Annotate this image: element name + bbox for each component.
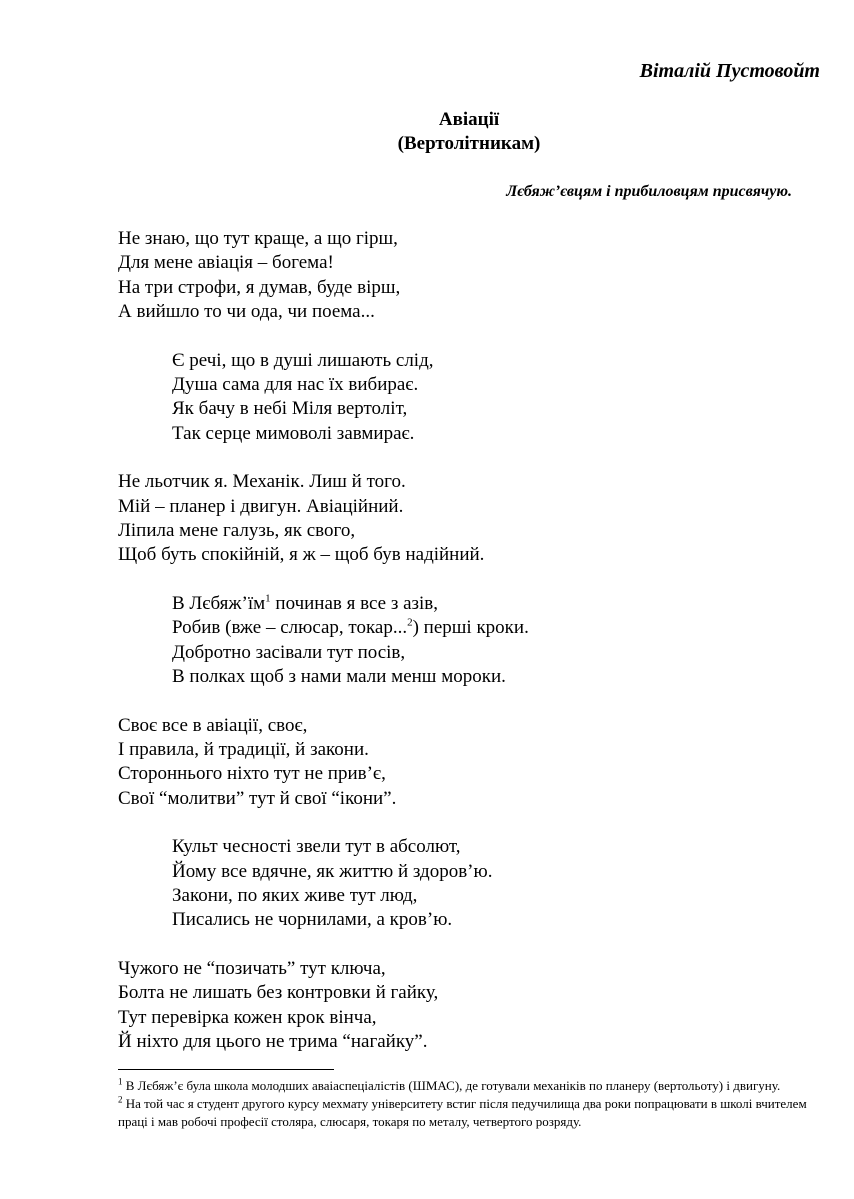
stanza-1: [118, 227, 818, 325]
poem-line: Болта не лишать без контровки й гайку,: [118, 982, 439, 1004]
footnote-1: [118, 1077, 830, 1095]
poem-line: Чужого не “позичать” тут ключа,: [118, 957, 386, 979]
poem-line: Ліпила мене галузь, як свого,: [118, 520, 356, 542]
stanza-3: [118, 470, 818, 568]
poem-line: Закони, по яких живе тут люд,: [172, 884, 418, 906]
stanza-7: [118, 957, 818, 1055]
poem-line: Є речі, що в душі лишають слід,: [172, 349, 434, 371]
title-subtitle: (Вертолітникам): [397, 133, 541, 154]
stanza-6: [118, 835, 818, 933]
line-text: ) перші кроки.: [412, 617, 529, 639]
poem-line: Свої “молитви” тут й свої “ікони”.: [118, 787, 397, 809]
poem-line: Як бачу в небі Міля вертоліт,: [172, 398, 408, 420]
poem-line: Своє все в авіації, своє,: [118, 714, 308, 736]
line-text: починав я все з азів,: [270, 592, 439, 614]
poem-line: Й ніхто для цього не трима “нагайку”.: [118, 1030, 428, 1052]
poem-line: Стороннього ніхто тут не прив’є,: [118, 763, 386, 785]
poem-body: [118, 227, 818, 1078]
poem-line: Йому все вдячне, як життю й здоров’ю.: [172, 860, 493, 882]
poem-line: Не знаю, що тут краще, а що гірш,: [118, 228, 398, 249]
poem-line: [172, 592, 818, 616]
footnote-text: На той час я студент другого курсу мехмату університету встиг після педучилища два роки попрацювати в школі вчителем праці і мав робочі професії столяра, слюсаря, токаря по металу, четвертого розряду.: [118, 1096, 807, 1129]
poem-line: В полках щоб з нами мали менш мороки.: [172, 666, 506, 688]
footnote-ref-2: 2: [407, 616, 413, 629]
footnote-2: [118, 1095, 830, 1131]
poem-title: [0, 108, 854, 156]
footnote-mark: 2: [118, 1094, 123, 1105]
footnote-ref-1: 1: [265, 592, 271, 605]
poem-line: Культ чесності звели тут в абсолют,: [172, 836, 461, 858]
poem-line: Добротно засівали тут посів,: [172, 641, 406, 663]
poem-line: Не льотчик я. Механік. Лиш й того.: [118, 471, 406, 493]
title-main: Авіації: [438, 109, 500, 130]
poem-line: [172, 616, 818, 640]
line-text: Робив (вже – слюсар, токар...: [172, 617, 408, 639]
line-text: В Лєбяж’їм: [172, 592, 266, 614]
poem-line: Так серце мимоволі завмирає.: [172, 422, 415, 444]
poem-line: Душа сама для нас їх вибирає.: [172, 374, 419, 396]
footnote-text: В Лєбяж’є була школа молодших аваіаспеціалістів (ШМАС), де готували механіків по планеру (вертольоту) і двигуну.: [122, 1078, 781, 1093]
poem-line: Для мене авіація – богема!: [118, 252, 334, 274]
dedication: Лєбяж’євцям і прибиловцям присвячую.: [506, 183, 792, 200]
poem-line: А вийшло то чи ода, чи поема...: [118, 301, 375, 323]
stanza-2: [118, 349, 818, 447]
footnote-mark: 1: [118, 1076, 123, 1087]
poem-line: Мій – планер і двигун. Авіаційний.: [118, 495, 404, 517]
poem-line: Писались не чорнилами, а кров’ю.: [172, 909, 453, 931]
footnote-separator: [118, 1069, 334, 1070]
poem-line: Щоб буть спокійній, я ж – щоб був надійний.: [118, 544, 485, 566]
stanza-5: [118, 714, 818, 812]
author-name: Віталій Пустовойт: [639, 60, 820, 82]
stanza-4: [118, 592, 818, 690]
poem-line: Тут перевірка кожен крок вінча,: [118, 1006, 377, 1028]
footnotes: [118, 1077, 830, 1131]
poem-line: І правила, й традиції, й закони.: [118, 738, 369, 760]
poem-line: На три строфи, я думав, буде вірш,: [118, 276, 401, 298]
